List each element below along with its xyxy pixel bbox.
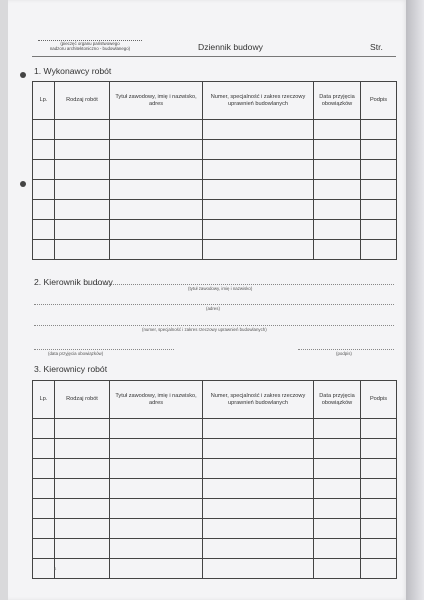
table-row bbox=[33, 180, 397, 200]
table-cell[interactable] bbox=[110, 240, 203, 260]
table-cell[interactable] bbox=[33, 240, 55, 260]
table-row bbox=[33, 439, 397, 459]
table-cell[interactable] bbox=[55, 479, 110, 499]
table-cell[interactable] bbox=[314, 200, 361, 220]
table-cell[interactable] bbox=[110, 419, 203, 439]
table-cell[interactable] bbox=[314, 120, 361, 140]
table-cell[interactable] bbox=[361, 439, 397, 459]
column-header-licence: Numer, specjalność i zakres rzeczowy uprawnień budowlanych bbox=[203, 381, 314, 419]
address-caption: (adres) bbox=[206, 306, 220, 311]
table-cell[interactable] bbox=[361, 419, 397, 439]
table-cell[interactable] bbox=[110, 459, 203, 479]
table-cell[interactable] bbox=[361, 459, 397, 479]
table-cell[interactable] bbox=[33, 180, 55, 200]
stamp-line-1: (pieczęć organu państwowego bbox=[60, 41, 120, 46]
table-header-row bbox=[33, 82, 397, 120]
table-cell[interactable] bbox=[203, 559, 314, 579]
binder-hole bbox=[20, 72, 26, 78]
table-cell[interactable] bbox=[203, 439, 314, 459]
works-managers-table-body bbox=[33, 419, 397, 579]
table-cell[interactable] bbox=[203, 220, 314, 240]
table-cell[interactable] bbox=[361, 499, 397, 519]
table-cell[interactable] bbox=[314, 419, 361, 439]
contractors-table bbox=[32, 81, 397, 260]
table-cell[interactable] bbox=[203, 120, 314, 140]
table-cell[interactable] bbox=[361, 479, 397, 499]
table-cell[interactable] bbox=[33, 140, 55, 160]
column-header-work-type: Rodzaj robót bbox=[55, 82, 110, 120]
table-cell[interactable] bbox=[361, 559, 397, 579]
table-cell[interactable] bbox=[110, 140, 203, 160]
table-cell[interactable] bbox=[55, 419, 110, 439]
table-row bbox=[33, 140, 397, 160]
table-cell[interactable] bbox=[110, 160, 203, 180]
table-cell[interactable] bbox=[33, 479, 55, 499]
section-title-site-manager: 2. Kierownik budowy bbox=[34, 277, 113, 287]
table-cell[interactable] bbox=[361, 140, 397, 160]
table-cell[interactable] bbox=[55, 220, 110, 240]
table-row bbox=[33, 220, 397, 240]
table-cell[interactable] bbox=[203, 539, 314, 559]
table-cell[interactable] bbox=[33, 220, 55, 240]
table-cell[interactable] bbox=[55, 180, 110, 200]
table-cell[interactable] bbox=[110, 479, 203, 499]
table-cell[interactable] bbox=[361, 220, 397, 240]
table-cell[interactable] bbox=[110, 519, 203, 539]
table-cell[interactable] bbox=[33, 200, 55, 220]
table-cell[interactable] bbox=[110, 439, 203, 459]
table-row bbox=[33, 539, 397, 559]
page-edge bbox=[406, 0, 424, 600]
table-cell[interactable] bbox=[55, 539, 110, 559]
column-header-lp: Lp. bbox=[33, 381, 55, 419]
table-cell[interactable] bbox=[55, 459, 110, 479]
table-cell[interactable] bbox=[55, 160, 110, 180]
table-cell[interactable] bbox=[33, 459, 55, 479]
table-cell[interactable] bbox=[55, 120, 110, 140]
table-cell[interactable] bbox=[110, 180, 203, 200]
table-cell[interactable] bbox=[55, 519, 110, 539]
stamp-line-2: nadzoru architektoniczno - budowlanego) bbox=[49, 46, 131, 51]
table-cell[interactable] bbox=[314, 499, 361, 519]
table-row bbox=[33, 459, 397, 479]
table-row bbox=[33, 559, 397, 579]
table-cell[interactable] bbox=[33, 499, 55, 519]
table-cell[interactable] bbox=[314, 240, 361, 260]
table-cell[interactable] bbox=[55, 200, 110, 220]
column-header-lp: Lp. bbox=[33, 82, 55, 120]
table-cell[interactable] bbox=[110, 559, 203, 579]
table-cell[interactable] bbox=[110, 499, 203, 519]
header-rule bbox=[32, 56, 396, 57]
binder-hole bbox=[20, 181, 26, 187]
table-cell[interactable] bbox=[203, 419, 314, 439]
table-cell[interactable] bbox=[361, 120, 397, 140]
table-row bbox=[33, 200, 397, 220]
table-cell[interactable] bbox=[314, 559, 361, 579]
column-header-start-date: Data przyjęcia obowiązków bbox=[314, 381, 361, 419]
table-cell[interactable] bbox=[55, 140, 110, 160]
works-managers-table bbox=[32, 380, 397, 579]
section-title-contractors: 1. Wykonawcy robót bbox=[34, 66, 112, 76]
table-cell[interactable] bbox=[361, 200, 397, 220]
section-title-works-managers: 3. Kierownicy robót bbox=[34, 364, 108, 374]
page-number-label: Str. bbox=[370, 42, 383, 52]
table-cell[interactable] bbox=[203, 160, 314, 180]
table-cell[interactable] bbox=[33, 439, 55, 459]
table-cell[interactable] bbox=[33, 160, 55, 180]
table-cell[interactable] bbox=[203, 240, 314, 260]
table-cell[interactable] bbox=[314, 140, 361, 160]
table-row bbox=[33, 160, 397, 180]
name-caption: (tytuł zawodowy, imię i nazwisko) bbox=[188, 286, 253, 291]
table-cell[interactable] bbox=[33, 539, 55, 559]
column-header-signature: Podpis bbox=[361, 82, 397, 120]
footer-mark: 4 bbox=[54, 566, 57, 571]
table-cell[interactable] bbox=[314, 160, 361, 180]
table-cell[interactable] bbox=[314, 539, 361, 559]
table-cell[interactable] bbox=[203, 499, 314, 519]
table-cell[interactable] bbox=[314, 479, 361, 499]
table-cell[interactable] bbox=[361, 180, 397, 200]
date-caption: (data przyjęcia obowiązków) bbox=[48, 351, 104, 356]
table-cell[interactable] bbox=[314, 459, 361, 479]
table-cell[interactable] bbox=[314, 220, 361, 240]
table-row bbox=[33, 419, 397, 439]
table-cell[interactable] bbox=[55, 439, 110, 459]
column-header-signature: Podpis bbox=[361, 381, 397, 419]
table-cell[interactable] bbox=[33, 120, 55, 140]
table-row bbox=[33, 479, 397, 499]
table-cell[interactable] bbox=[110, 200, 203, 220]
table-cell[interactable] bbox=[203, 140, 314, 160]
document-title: Dziennik budowy bbox=[198, 42, 263, 52]
licence-line[interactable] bbox=[34, 325, 394, 326]
column-header-start-date: Data przyjęcia obowiązków bbox=[314, 82, 361, 120]
table-cell[interactable] bbox=[361, 539, 397, 559]
table-cell[interactable] bbox=[33, 419, 55, 439]
table-cell[interactable] bbox=[55, 240, 110, 260]
table-cell[interactable] bbox=[361, 160, 397, 180]
table-cell[interactable] bbox=[314, 519, 361, 539]
signature-line[interactable] bbox=[298, 349, 394, 350]
table-cell[interactable] bbox=[110, 539, 203, 559]
stamp-caption bbox=[38, 40, 142, 51]
table-header-row bbox=[33, 381, 397, 419]
table-cell[interactable] bbox=[203, 200, 314, 220]
date-line[interactable] bbox=[34, 349, 174, 350]
table-row bbox=[33, 240, 397, 260]
table-cell[interactable] bbox=[361, 519, 397, 539]
contractors-table-body bbox=[33, 120, 397, 260]
column-header-work-type: Rodzaj robót bbox=[55, 381, 110, 419]
address-line[interactable] bbox=[34, 304, 394, 305]
licence-caption: (numer, specjalność i zakres rzeczowy uprawnień budowlanych) bbox=[142, 327, 267, 332]
table-row bbox=[33, 499, 397, 519]
table-cell[interactable] bbox=[55, 559, 110, 579]
column-header-licence: Numer, specjalność i zakres rzeczowy uprawnień budowlanych bbox=[203, 82, 314, 120]
table-cell[interactable] bbox=[361, 240, 397, 260]
table-cell[interactable] bbox=[33, 559, 55, 579]
column-header-name-address: Tytuł zawodowy, imię i nazwisko, adres bbox=[110, 381, 203, 419]
table-cell[interactable] bbox=[203, 459, 314, 479]
table-cell[interactable] bbox=[314, 180, 361, 200]
table-cell[interactable] bbox=[314, 439, 361, 459]
table-cell[interactable] bbox=[55, 499, 110, 519]
name-line[interactable] bbox=[88, 284, 394, 285]
signature-caption: (podpis) bbox=[336, 351, 352, 356]
table-row bbox=[33, 120, 397, 140]
table-cell[interactable] bbox=[110, 120, 203, 140]
table-cell[interactable] bbox=[33, 519, 55, 539]
column-header-name-address: Tytuł zawodowy, imię i nazwisko, adres bbox=[110, 82, 203, 120]
table-cell[interactable] bbox=[110, 220, 203, 240]
table-cell[interactable] bbox=[203, 479, 314, 499]
table-cell[interactable] bbox=[203, 180, 314, 200]
table-cell[interactable] bbox=[203, 519, 314, 539]
table-row bbox=[33, 519, 397, 539]
